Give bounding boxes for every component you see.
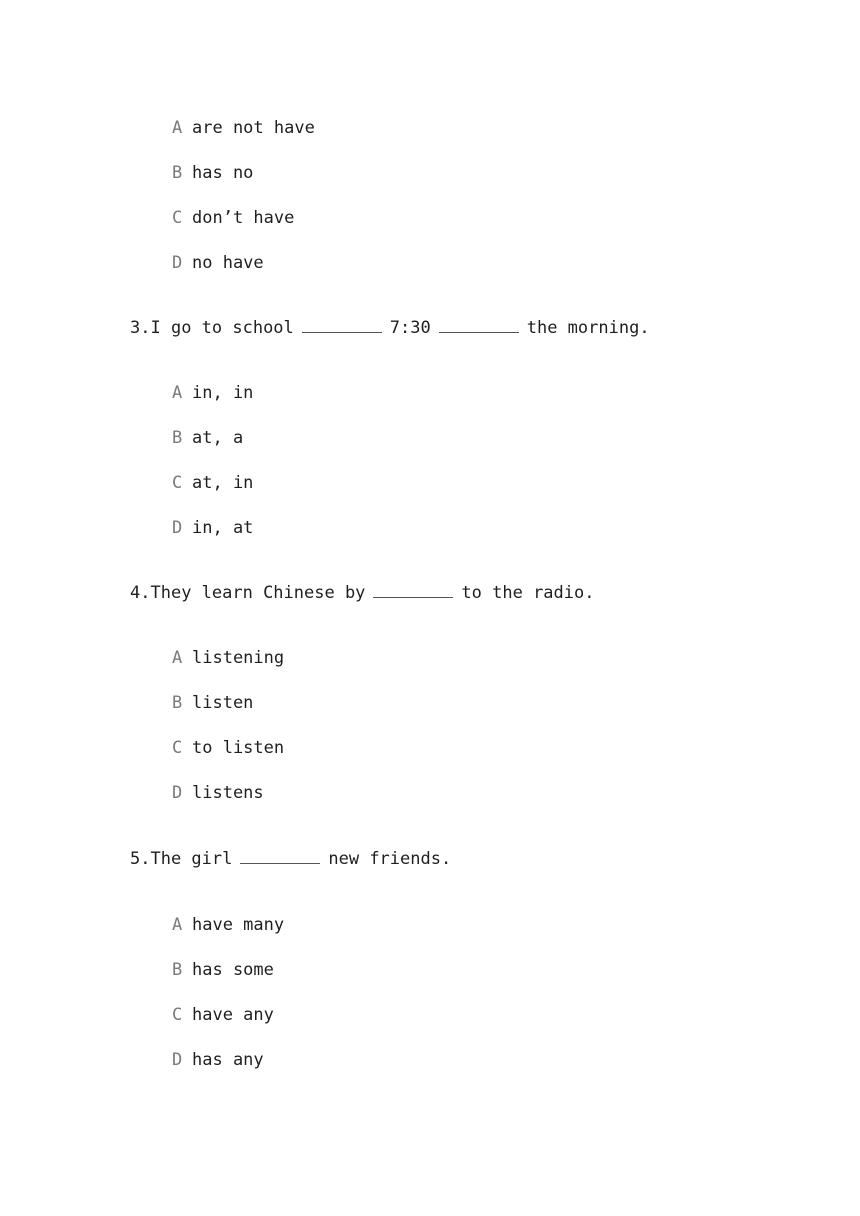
q5-option-b <box>172 960 274 980</box>
question-4 <box>130 583 594 603</box>
q2-option-c <box>172 208 294 228</box>
option-letter: D <box>172 1050 183 1070</box>
option-letter: A <box>172 118 183 138</box>
option-text: to listen <box>192 738 285 758</box>
option-text: have any <box>192 1005 274 1025</box>
q4-option-b <box>172 693 253 713</box>
option-text: has no <box>192 163 254 183</box>
question-text-part: 7:30 <box>389 318 431 338</box>
question-text-part: They learn Chinese by <box>150 583 366 603</box>
question-number: 5. <box>130 849 151 869</box>
option-letter: D <box>172 253 183 273</box>
option-letter: B <box>172 428 183 448</box>
answer-blank <box>373 583 453 598</box>
option-text: listening <box>192 648 285 668</box>
option-text: at, a <box>192 428 244 448</box>
q4-option-c <box>172 738 284 758</box>
answer-blank <box>302 318 382 333</box>
question-text-part: new friends. <box>328 849 452 869</box>
option-letter: B <box>172 693 183 713</box>
option-letter: C <box>172 208 183 228</box>
option-text: has any <box>192 1050 264 1070</box>
q4-option-a <box>172 648 284 668</box>
option-text: in, in <box>192 383 254 403</box>
option-letter: A <box>172 383 183 403</box>
question-text-part: the morning. <box>526 318 650 338</box>
question-text-part: The girl <box>150 849 233 869</box>
question-number: 4. <box>130 583 151 603</box>
question-text-part: I go to school <box>150 318 294 338</box>
q3-option-c <box>172 473 253 493</box>
question-3 <box>130 318 650 338</box>
option-letter: C <box>172 738 183 758</box>
option-letter: B <box>172 163 183 183</box>
option-letter: A <box>172 648 183 668</box>
option-letter: C <box>172 473 183 493</box>
option-text: have many <box>192 915 285 935</box>
answer-blank <box>439 318 519 333</box>
q2-option-d <box>172 253 264 273</box>
q5-option-d <box>172 1050 264 1070</box>
q5-option-a <box>172 915 284 935</box>
q3-option-a <box>172 383 253 403</box>
q5-option-c <box>172 1005 274 1025</box>
option-letter: C <box>172 1005 183 1025</box>
option-text: no have <box>192 253 264 273</box>
answer-blank <box>240 849 320 864</box>
question-number: 3. <box>130 318 151 338</box>
option-text: don’t have <box>192 208 295 228</box>
option-text: are not have <box>192 118 315 138</box>
option-text: listen <box>192 693 254 713</box>
option-letter: D <box>172 518 183 538</box>
option-text: at, in <box>192 473 254 493</box>
option-letter: D <box>172 783 183 803</box>
question-5 <box>130 849 451 869</box>
q2-option-b <box>172 163 253 183</box>
option-text: listens <box>192 783 264 803</box>
option-text: in, at <box>192 518 254 538</box>
option-letter: B <box>172 960 183 980</box>
option-text: has some <box>192 960 274 980</box>
question-text-part: to the radio. <box>461 583 595 603</box>
option-letter: A <box>172 915 183 935</box>
q3-option-b <box>172 428 243 448</box>
q4-option-d <box>172 783 264 803</box>
q2-option-a <box>172 118 315 138</box>
q3-option-d <box>172 518 253 538</box>
